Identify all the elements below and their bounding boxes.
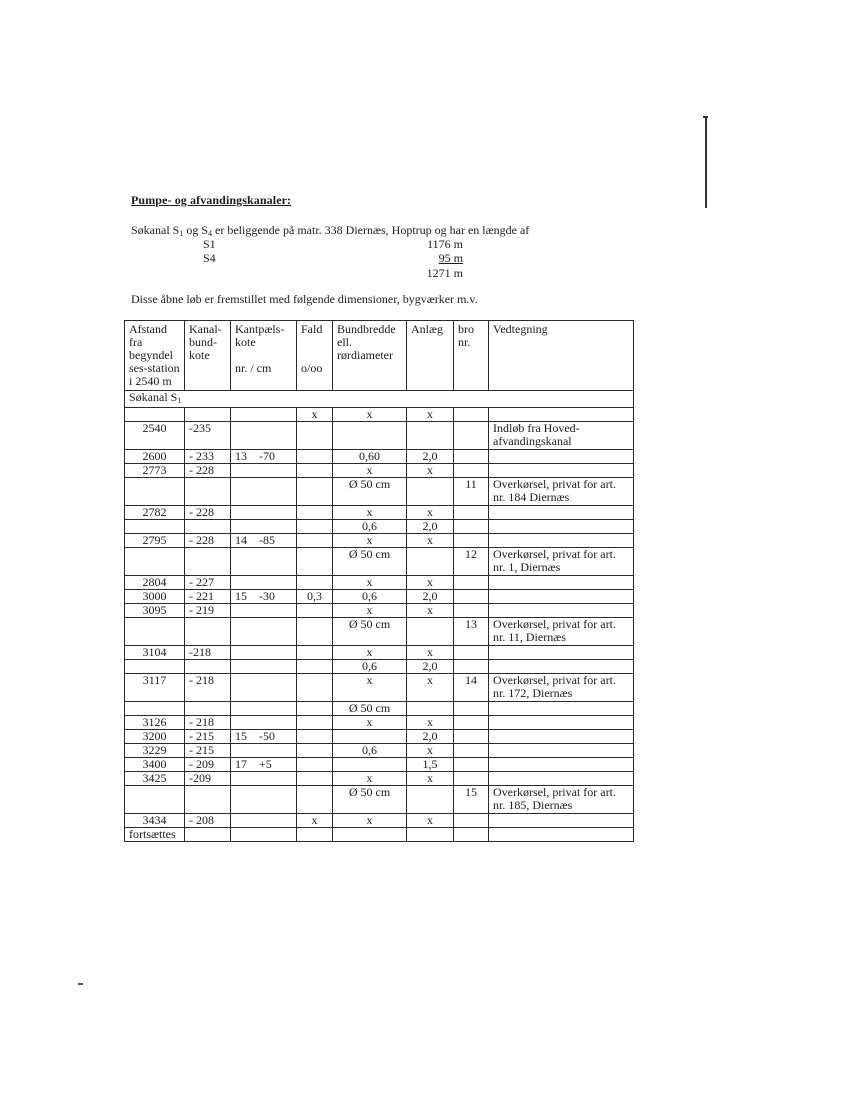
cell-fald [297, 576, 333, 590]
cell-kantpael: 17 +5 [231, 758, 297, 772]
scan-edge-tick [703, 116, 708, 118]
cell-kantpael [231, 772, 297, 786]
cell-afstand [125, 660, 185, 674]
cell-afstand [125, 520, 185, 534]
scan-edge-line [705, 116, 707, 208]
cell-kanalbund [185, 828, 231, 842]
cell-kantpael [231, 660, 297, 674]
cell-kantpael [231, 408, 297, 422]
cell-vedtegning [489, 716, 634, 730]
cell-kantpael: 14 -85 [231, 534, 297, 548]
header-kantpael-label: Kantpæls- kote [235, 322, 285, 349]
cell-kanalbund: - 221 [185, 590, 231, 604]
cell-bro [454, 814, 489, 828]
table-row [125, 702, 634, 716]
cell-bro [454, 464, 489, 478]
header-fald-sub: o/oo [301, 361, 323, 375]
cell-afstand: 2782 [125, 506, 185, 520]
cell-anlaeg: x [407, 716, 454, 730]
cell-vedtegning [489, 828, 634, 842]
cell-kanalbund [185, 618, 231, 646]
cell-bro [454, 520, 489, 534]
cell-kantpael [231, 744, 297, 758]
cell-vedtegning [489, 590, 634, 604]
table-row [125, 828, 634, 842]
cell-anlaeg: x [407, 674, 454, 702]
cell-bundbredde: 0,6 [333, 660, 407, 674]
cell-anlaeg [407, 478, 454, 506]
cell-kanalbund [185, 408, 231, 422]
table-row [125, 422, 634, 450]
header-fald-label: Fald [301, 322, 323, 336]
table-row [125, 506, 634, 520]
cell-fald: x [297, 814, 333, 828]
table-row [125, 548, 634, 576]
cell-kantpael [231, 422, 297, 450]
cell-bundbredde: x [333, 534, 407, 548]
canal-table [124, 320, 634, 842]
cell-bundbredde [333, 422, 407, 450]
cell-anlaeg: x [407, 772, 454, 786]
cell-bro [454, 534, 489, 548]
cell-bundbredde [333, 730, 407, 744]
table-row [125, 716, 634, 730]
cell-bro [454, 590, 489, 604]
cell-vedtegning [489, 464, 634, 478]
header-bro: bro nr. [454, 321, 489, 391]
cell-vedtegning [489, 744, 634, 758]
cell-kantpael [231, 828, 297, 842]
cell-kantpael [231, 520, 297, 534]
cell-kanalbund [185, 478, 231, 506]
cell-anlaeg: x [407, 464, 454, 478]
cell-bro [454, 506, 489, 520]
table-row [125, 814, 634, 828]
cell-afstand: 2795 [125, 534, 185, 548]
cell-fald [297, 786, 333, 814]
cell-bundbredde: x [333, 576, 407, 590]
table-row [125, 744, 634, 758]
cell-kanalbund: - 227 [185, 576, 231, 590]
cell-afstand: 3400 [125, 758, 185, 772]
cell-vedtegning [489, 730, 634, 744]
cell-kantpael [231, 646, 297, 660]
length-s4-value-text: 95 m [438, 251, 463, 265]
cell-kantpael [231, 548, 297, 576]
cell-vedtegning [489, 772, 634, 786]
table-row [125, 772, 634, 786]
cell-anlaeg [407, 548, 454, 576]
table-row [125, 758, 634, 772]
cell-kantpael [231, 576, 297, 590]
cell-bundbredde: x [333, 814, 407, 828]
cell-afstand: fortsættes [125, 828, 185, 842]
cell-bro [454, 408, 489, 422]
length-s4-value [403, 251, 463, 266]
cell-fald [297, 702, 333, 716]
cell-kanalbund [185, 786, 231, 814]
cell-afstand [125, 548, 185, 576]
cell-vedtegning [489, 534, 634, 548]
cell-bundbredde: x [333, 716, 407, 730]
cell-anlaeg [407, 422, 454, 450]
cell-fald [297, 422, 333, 450]
cell-bro [454, 744, 489, 758]
header-afstand: Afstand fra begyndel ses-station i 2540 m [125, 321, 185, 391]
cell-afstand: 2804 [125, 576, 185, 590]
cell-kanalbund: - 215 [185, 744, 231, 758]
intro-s1-sub: 1 [179, 229, 184, 238]
table-row [125, 786, 634, 814]
cell-bundbredde: 0,6 [333, 590, 407, 604]
scan-edge-mark [78, 983, 83, 985]
cell-anlaeg: 2,0 [407, 730, 454, 744]
cell-bundbredde: x [333, 646, 407, 660]
cell-anlaeg [407, 828, 454, 842]
intro-s4-sub: 4 [208, 229, 213, 238]
cell-kantpael [231, 702, 297, 716]
cell-bro: 15 [454, 786, 489, 814]
table-row [125, 730, 634, 744]
cell-bro [454, 730, 489, 744]
intro-mid: og S [183, 223, 209, 237]
cell-anlaeg [407, 618, 454, 646]
cell-fald [297, 674, 333, 702]
cell-kanalbund: - 228 [185, 464, 231, 478]
header-row [125, 321, 634, 391]
table-row [125, 618, 634, 646]
table-row [125, 604, 634, 618]
cell-anlaeg: x [407, 534, 454, 548]
table-row [125, 408, 634, 422]
cell-afstand [125, 786, 185, 814]
cell-kantpael [231, 814, 297, 828]
cell-fald [297, 828, 333, 842]
header-kantpael [231, 321, 297, 391]
cell-anlaeg: x [407, 646, 454, 660]
cell-afstand: 2600 [125, 450, 185, 464]
cell-kantpael [231, 464, 297, 478]
cell-vedtegning: Indløb fra Hoved-afvandingskanal [489, 422, 634, 450]
length-s1-value: 1176 m [427, 237, 463, 251]
cell-fald [297, 660, 333, 674]
cell-anlaeg: 2,0 [407, 520, 454, 534]
cell-vedtegning: Overkørsel, privat for art. nr. 11, Diernæs [489, 618, 634, 646]
table-row [125, 464, 634, 478]
cell-anlaeg: 1,5 [407, 758, 454, 772]
table-row [125, 534, 634, 548]
table-row [125, 576, 634, 590]
length-s1-label: S1 [203, 237, 216, 251]
cell-afstand: 3126 [125, 716, 185, 730]
cell-bundbredde: 0,6 [333, 744, 407, 758]
cell-fald [297, 646, 333, 660]
cell-afstand: 3000 [125, 590, 185, 604]
header-kantpael-sub: nr. / cm [235, 361, 272, 375]
length-total-value: 1271 m [426, 266, 463, 280]
cell-vedtegning: Overkørsel, privat for art. nr. 184 Diernæs [489, 478, 634, 506]
cell-fald [297, 744, 333, 758]
cell-kanalbund: - 218 [185, 674, 231, 702]
cell-kanalbund: - 233 [185, 450, 231, 464]
cell-fald [297, 772, 333, 786]
cell-bro [454, 450, 489, 464]
section-label-text: Søkanal S [129, 390, 178, 404]
cell-anlaeg: 2,0 [407, 660, 454, 674]
cell-fald: 0,3 [297, 590, 333, 604]
cell-kanalbund: -235 [185, 422, 231, 450]
table-row [125, 520, 634, 534]
cell-kanalbund [185, 660, 231, 674]
cell-bundbredde: x [333, 604, 407, 618]
cell-anlaeg: x [407, 744, 454, 758]
cell-kanalbund: - 228 [185, 534, 231, 548]
cell-kanalbund [185, 702, 231, 716]
cell-bundbredde: x [333, 674, 407, 702]
cell-anlaeg: x [407, 506, 454, 520]
cell-fald [297, 758, 333, 772]
cell-afstand: 2540 [125, 422, 185, 450]
cell-vedtegning [489, 702, 634, 716]
cell-afstand: 3104 [125, 646, 185, 660]
cell-kanalbund: - 208 [185, 814, 231, 828]
cell-bro [454, 702, 489, 716]
table-row [125, 646, 634, 660]
cell-fald [297, 450, 333, 464]
cell-bundbredde: 0,6 [333, 520, 407, 534]
intro-pre: Søkanal S [131, 223, 180, 237]
cell-anlaeg: x [407, 576, 454, 590]
cell-bundbredde: Ø 50 cm [333, 786, 407, 814]
cell-vedtegning [489, 758, 634, 772]
cell-kantpael: 13 -70 [231, 450, 297, 464]
cell-fald [297, 548, 333, 576]
cell-vedtegning [489, 814, 634, 828]
cell-vedtegning: Overkørsel, privat for art. nr. 1, Diernæs [489, 548, 634, 576]
table-row [125, 478, 634, 506]
cell-bro: 12 [454, 548, 489, 576]
cell-vedtegning: Overkørsel, privat for art. nr. 185, Diernæs [489, 786, 634, 814]
cell-kantpael [231, 604, 297, 618]
cell-afstand: 3095 [125, 604, 185, 618]
header-kanalbund: Kanal- bund- kote [185, 321, 231, 391]
cell-bundbredde [333, 758, 407, 772]
cell-fald [297, 730, 333, 744]
cell-kantpael [231, 506, 297, 520]
cell-bro [454, 422, 489, 450]
cell-vedtegning: Overkørsel, privat for art. nr. 172, Diernæs [489, 674, 634, 702]
cell-anlaeg: x [407, 604, 454, 618]
cell-fald [297, 464, 333, 478]
cell-vedtegning [489, 646, 634, 660]
cell-bro [454, 604, 489, 618]
cell-afstand [125, 702, 185, 716]
cell-vedtegning [489, 660, 634, 674]
cell-bundbredde: x [333, 772, 407, 786]
cell-fald [297, 604, 333, 618]
cell-bundbredde: Ø 50 cm [333, 478, 407, 506]
cell-vedtegning [489, 408, 634, 422]
cell-afstand: 3200 [125, 730, 185, 744]
header-bundbredde: Bundbredde ell. rørdiameter [333, 321, 407, 391]
cell-kantpael [231, 716, 297, 730]
cell-fald [297, 520, 333, 534]
cell-anlaeg: 2,0 [407, 450, 454, 464]
cell-bro: 13 [454, 618, 489, 646]
header-fald [297, 321, 333, 391]
cell-kantpael [231, 786, 297, 814]
cell-bundbredde: x [333, 464, 407, 478]
cell-vedtegning [489, 604, 634, 618]
cell-bro: 11 [454, 478, 489, 506]
length-s4-label: S4 [203, 251, 216, 265]
cell-afstand [125, 408, 185, 422]
cell-kanalbund: - 218 [185, 716, 231, 730]
cell-kantpael [231, 674, 297, 702]
section-row [125, 391, 634, 408]
cell-anlaeg [407, 702, 454, 716]
cell-fald [297, 716, 333, 730]
cell-afstand [125, 478, 185, 506]
cell-afstand: 3425 [125, 772, 185, 786]
cell-bro [454, 758, 489, 772]
cell-kanalbund: -209 [185, 772, 231, 786]
cell-kantpael: 15 -30 [231, 590, 297, 604]
cell-afstand: 2773 [125, 464, 185, 478]
cell-anlaeg: x [407, 814, 454, 828]
cell-afstand: 3117 [125, 674, 185, 702]
cell-kanalbund: -218 [185, 646, 231, 660]
cell-kanalbund: - 209 [185, 758, 231, 772]
cell-kantpael [231, 478, 297, 506]
cell-kanalbund: - 219 [185, 604, 231, 618]
cell-bro [454, 772, 489, 786]
page-heading: Pumpe- og afvandingskanaler: [131, 193, 292, 207]
cell-bundbredde [333, 828, 407, 842]
cell-fald [297, 618, 333, 646]
cell-kanalbund [185, 520, 231, 534]
cell-kanalbund: - 228 [185, 506, 231, 520]
cell-kanalbund [185, 548, 231, 576]
cell-bro: 14 [454, 674, 489, 702]
table-row [125, 450, 634, 464]
cell-vedtegning [489, 506, 634, 520]
cell-afstand [125, 618, 185, 646]
cell-fald [297, 534, 333, 548]
cell-bro [454, 660, 489, 674]
cell-kantpael: 15 -50 [231, 730, 297, 744]
cell-anlaeg: x [407, 408, 454, 422]
cell-fald [297, 478, 333, 506]
cell-afstand: 3229 [125, 744, 185, 758]
cell-bro [454, 716, 489, 730]
table-row [125, 590, 634, 604]
cell-kanalbund: - 215 [185, 730, 231, 744]
cell-fald: x [297, 408, 333, 422]
cell-afstand: 3434 [125, 814, 185, 828]
header-anlaeg: Anlæg [407, 321, 454, 391]
cell-bundbredde: x [333, 506, 407, 520]
cell-bundbredde: 0,60 [333, 450, 407, 464]
cell-bundbredde: x [333, 408, 407, 422]
cell-anlaeg: 2,0 [407, 590, 454, 604]
cell-fald [297, 506, 333, 520]
cell-bundbredde: Ø 50 cm [333, 618, 407, 646]
cell-anlaeg [407, 786, 454, 814]
cell-bro [454, 646, 489, 660]
cell-kantpael [231, 618, 297, 646]
description-text: Disse åbne løb er fremstillet med følgende dimensioner, bygværker m.v. [131, 292, 478, 306]
table-row [125, 674, 634, 702]
table-row [125, 660, 634, 674]
header-vedtegning: Vedtegning [489, 321, 634, 391]
intro-post: er beliggende på matr. 338 Diernæs, Hoptrup og har en længde af [212, 223, 530, 237]
cell-bundbredde: Ø 50 cm [333, 548, 407, 576]
intro-text [131, 223, 529, 238]
cell-vedtegning [489, 450, 634, 464]
cell-bro [454, 576, 489, 590]
cell-vedtegning [489, 520, 634, 534]
section-label [125, 391, 634, 408]
section-label-sub: 1 [177, 396, 182, 405]
cell-bundbredde: Ø 50 cm [333, 702, 407, 716]
cell-bro [454, 828, 489, 842]
cell-vedtegning [489, 576, 634, 590]
